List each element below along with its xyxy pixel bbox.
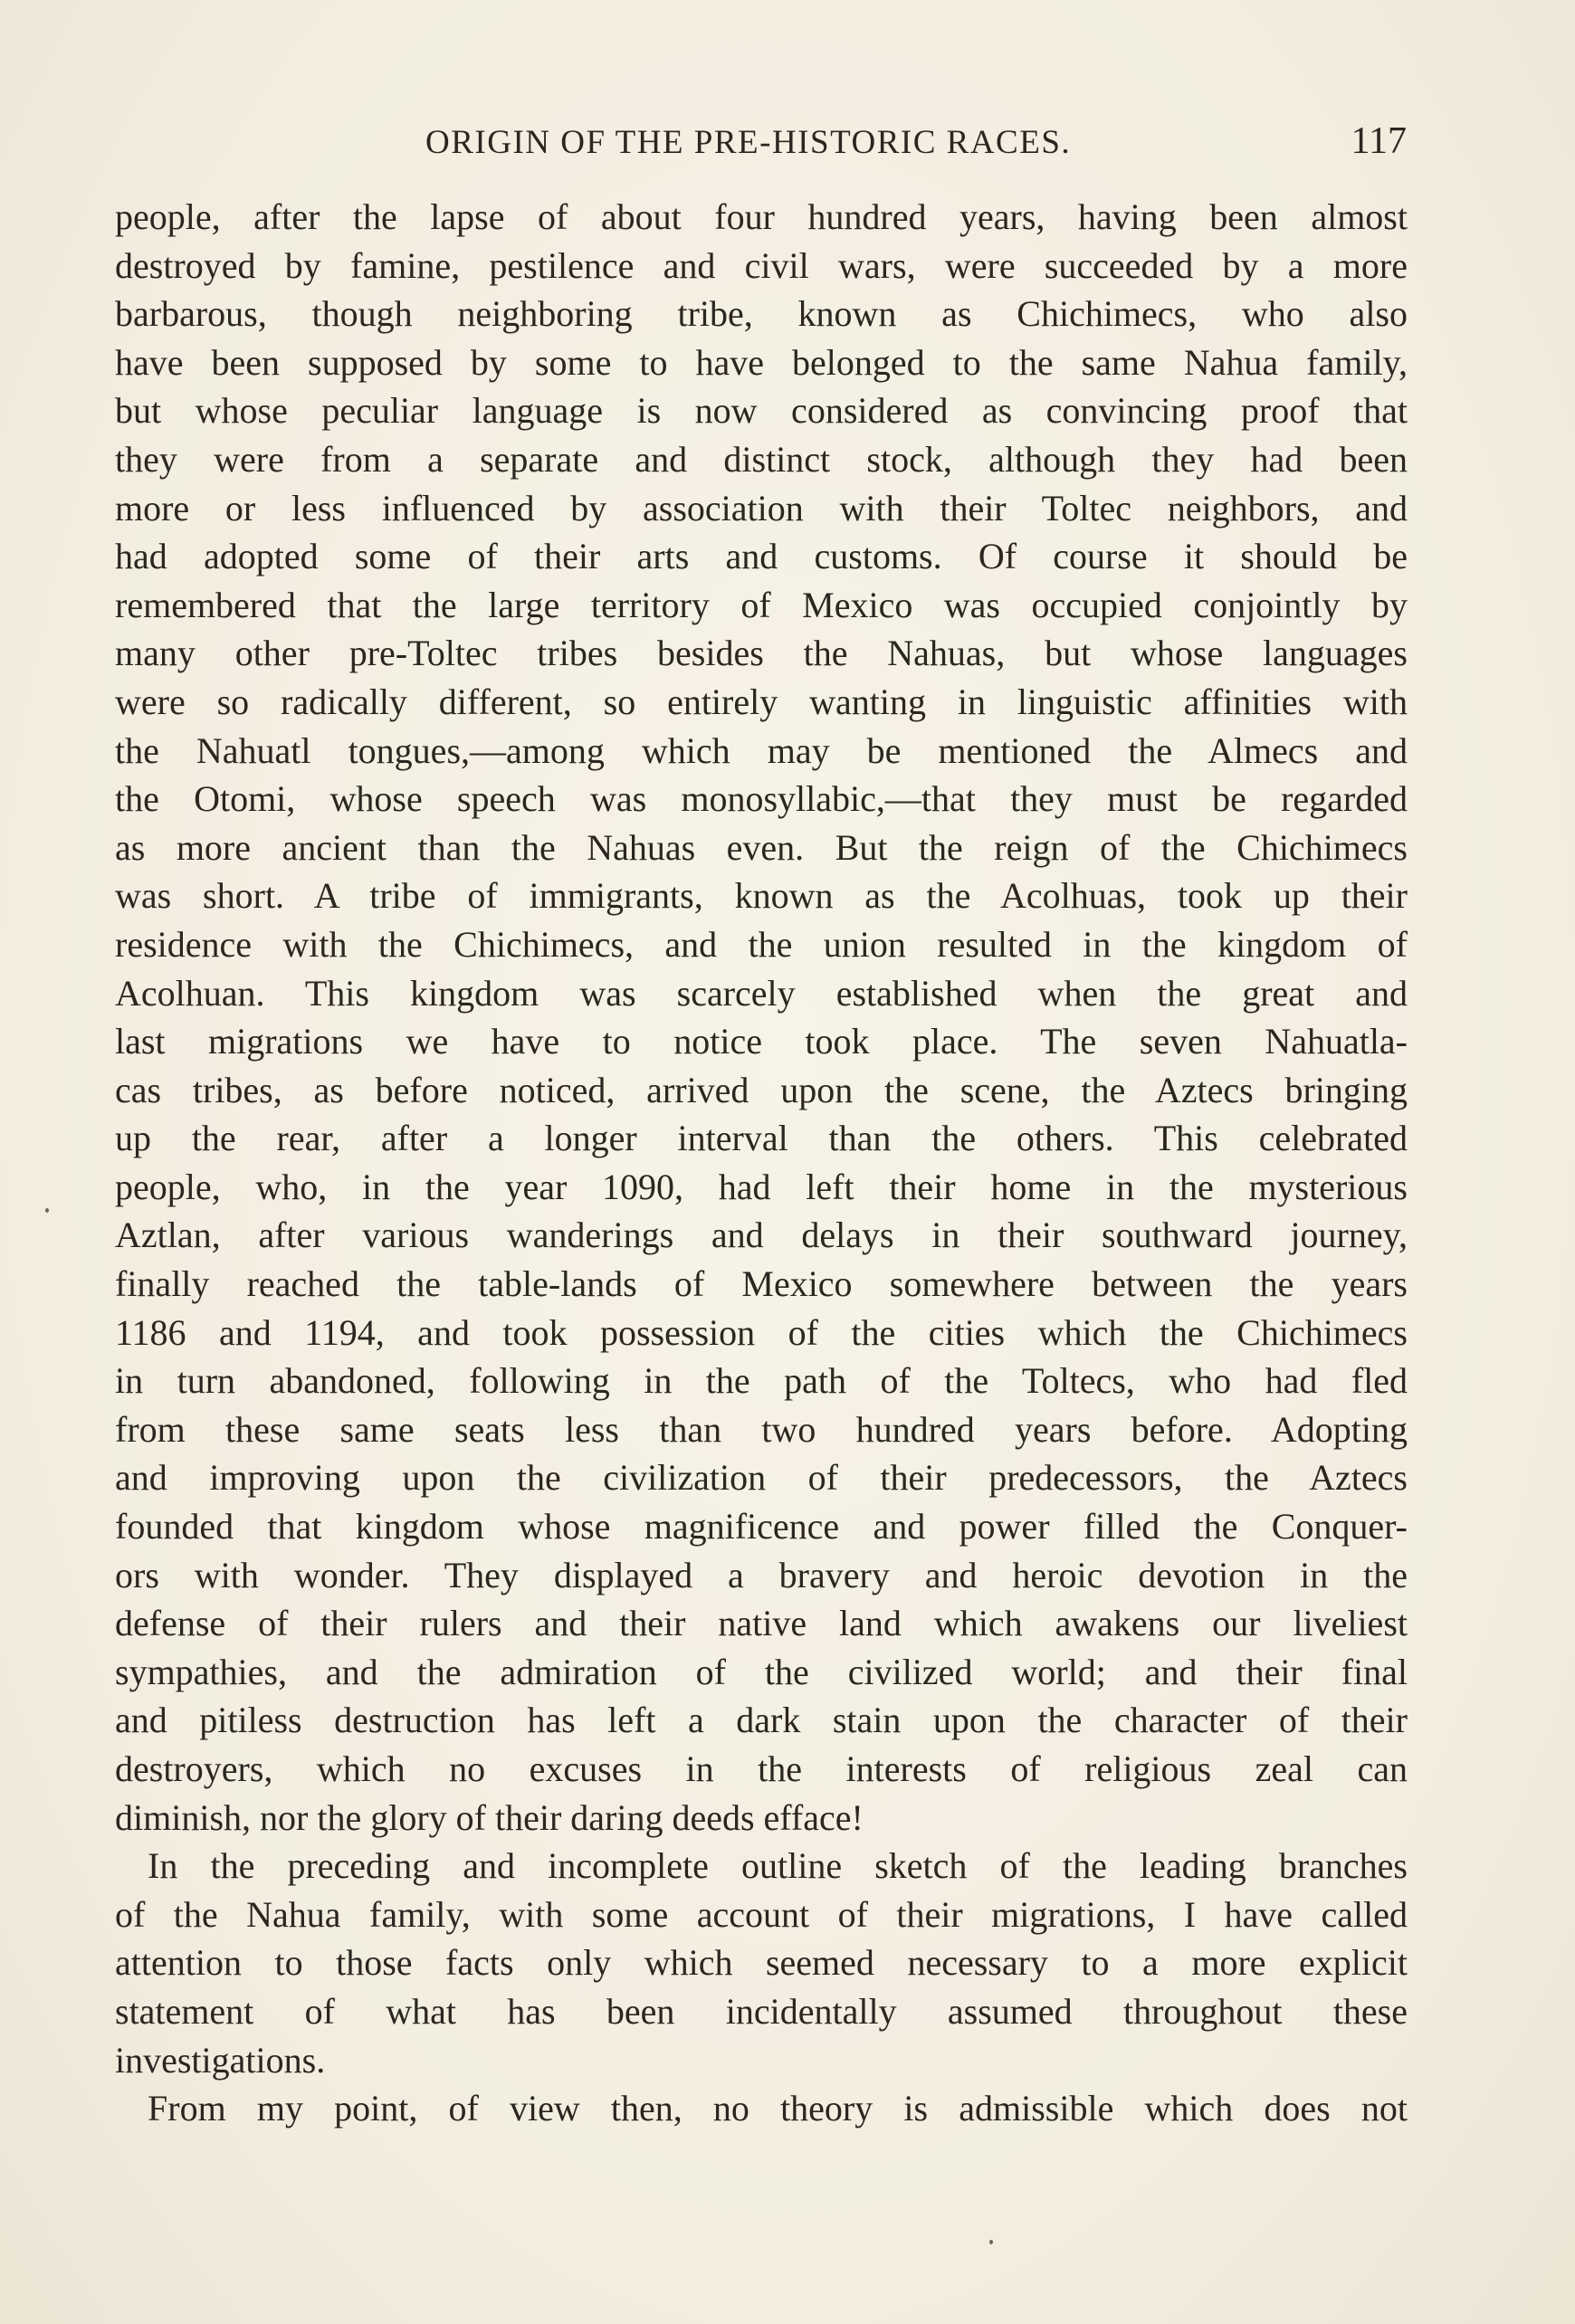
text-line: Aztlan, after various wanderings and delays in their southward journey, <box>115 1214 1408 1256</box>
text-line: they were from a separate and distinct stock, although they had been <box>115 438 1408 480</box>
text-line: ors with wonder. They displayed a bravery and heroic devotion in the <box>115 1554 1408 1595</box>
text-line: statement of what has been incidentally assumed throughout these <box>115 1990 1408 2032</box>
text-line: from these same seats less than two hundred years before. Adopting <box>115 1408 1408 1450</box>
text-line: and improving upon the civilization of their predecessors, the Aztecs <box>115 1457 1408 1499</box>
text-line: remembered that the large territory of Mexico was occupied conjointly by <box>115 584 1408 625</box>
text-line: cas tribes, as before noticed, arrived upon the scene, the Aztecs bringing <box>115 1069 1408 1110</box>
text-line: founded that kingdom whose magnificence and power filled the Conquer- <box>115 1506 1408 1548</box>
text-line: finally reached the table-lands of Mexico somewhere between the years <box>115 1263 1408 1305</box>
text-line: the Otomi, whose speech was monosyllabic,—that they must be regarded <box>115 778 1408 820</box>
text-line: residence with the Chichimecs, and the union resulted in the kingdom of <box>115 923 1408 965</box>
text-line: was short. A tribe of immigrants, known as the Acolhuas, took up their <box>115 875 1408 917</box>
text-line: people, after the lapse of about four hundred years, having been almost <box>115 196 1408 237</box>
paragraph <box>115 193 1408 1842</box>
text-line: were so radically different, so entirely wanting in linguistic affinities with <box>115 681 1408 722</box>
text-line: had adopted some of their arts and customs. Of course it should be <box>115 536 1408 577</box>
running-title: ORIGIN OF THE PRE-HISTORIC RACES. <box>425 124 1072 161</box>
text-line: In the preceding and incomplete outline sketch of the leading branches <box>148 1845 1408 1887</box>
text-line: Acolhuan. This kingdom was scarcely established when the great and <box>115 972 1408 1014</box>
text-line: investigations. <box>115 2039 326 2081</box>
paragraph <box>115 2084 1408 2133</box>
text-line: diminish, nor the glory of their daring deeds efface! <box>115 1796 864 1838</box>
paragraph <box>115 1842 1408 2084</box>
body-text <box>115 193 1408 2133</box>
text-line: last migrations we have to notice took place. The seven Nahuatla- <box>115 1021 1408 1062</box>
text-line: barbarous, though neighboring tribe, known as Chichimecs, who also <box>115 293 1408 335</box>
text-line: destroyers, which no excuses in the interests of religious zeal can <box>115 1748 1408 1789</box>
ink-speck <box>989 2240 993 2244</box>
text-line: attention to those facts only which seemed necessary to a more explicit <box>115 1942 1408 1984</box>
text-line: many other pre-Toltec tribes besides the Nahuas, but whose languages <box>115 633 1408 674</box>
text-line: the Nahuatl tongues,—among which may be mentioned the Almecs and <box>115 729 1408 771</box>
text-line: as more ancient than the Nahuas even. But the reign of the Chichimecs <box>115 826 1408 868</box>
text-line: but whose peculiar language is now considered as convincing proof that <box>115 390 1408 432</box>
text-line: more or less influenced by association with their Toltec neighbors, and <box>115 487 1408 529</box>
running-head <box>0 118 1575 172</box>
ink-speck <box>45 1208 49 1213</box>
text-line: have been supposed by some to have belonged to the same Nahua family, <box>115 341 1408 383</box>
text-line: destroyed by famine, pestilence and civil wars, were succeeded by a more <box>115 244 1408 286</box>
text-line: sympathies, and the admiration of the civilized world; and their final <box>115 1651 1408 1692</box>
text-line: people, who, in the year 1090, had left their home in the mysterious <box>115 1166 1408 1207</box>
text-line: up the rear, after a longer interval than the others. This celebrated <box>115 1118 1408 1159</box>
text-line: From my point, of view then, no theory is admissible which does not <box>148 2088 1408 2129</box>
text-line: of the Nahua family, with some account of their migrations, I have called <box>115 1893 1408 1935</box>
text-line: defense of their rulers and their native land which awakens our liveliest <box>115 1603 1408 1644</box>
text-line: in turn abandoned, following in the path of the Toltecs, who had fled <box>115 1360 1408 1402</box>
text-line: 1186 and 1194, and took possession of the cities which the Chichimecs <box>115 1311 1408 1353</box>
text-line: and pitiless destruction has left a dark stain upon the character of their <box>115 1700 1408 1741</box>
page-number: 117 <box>1351 120 1407 162</box>
